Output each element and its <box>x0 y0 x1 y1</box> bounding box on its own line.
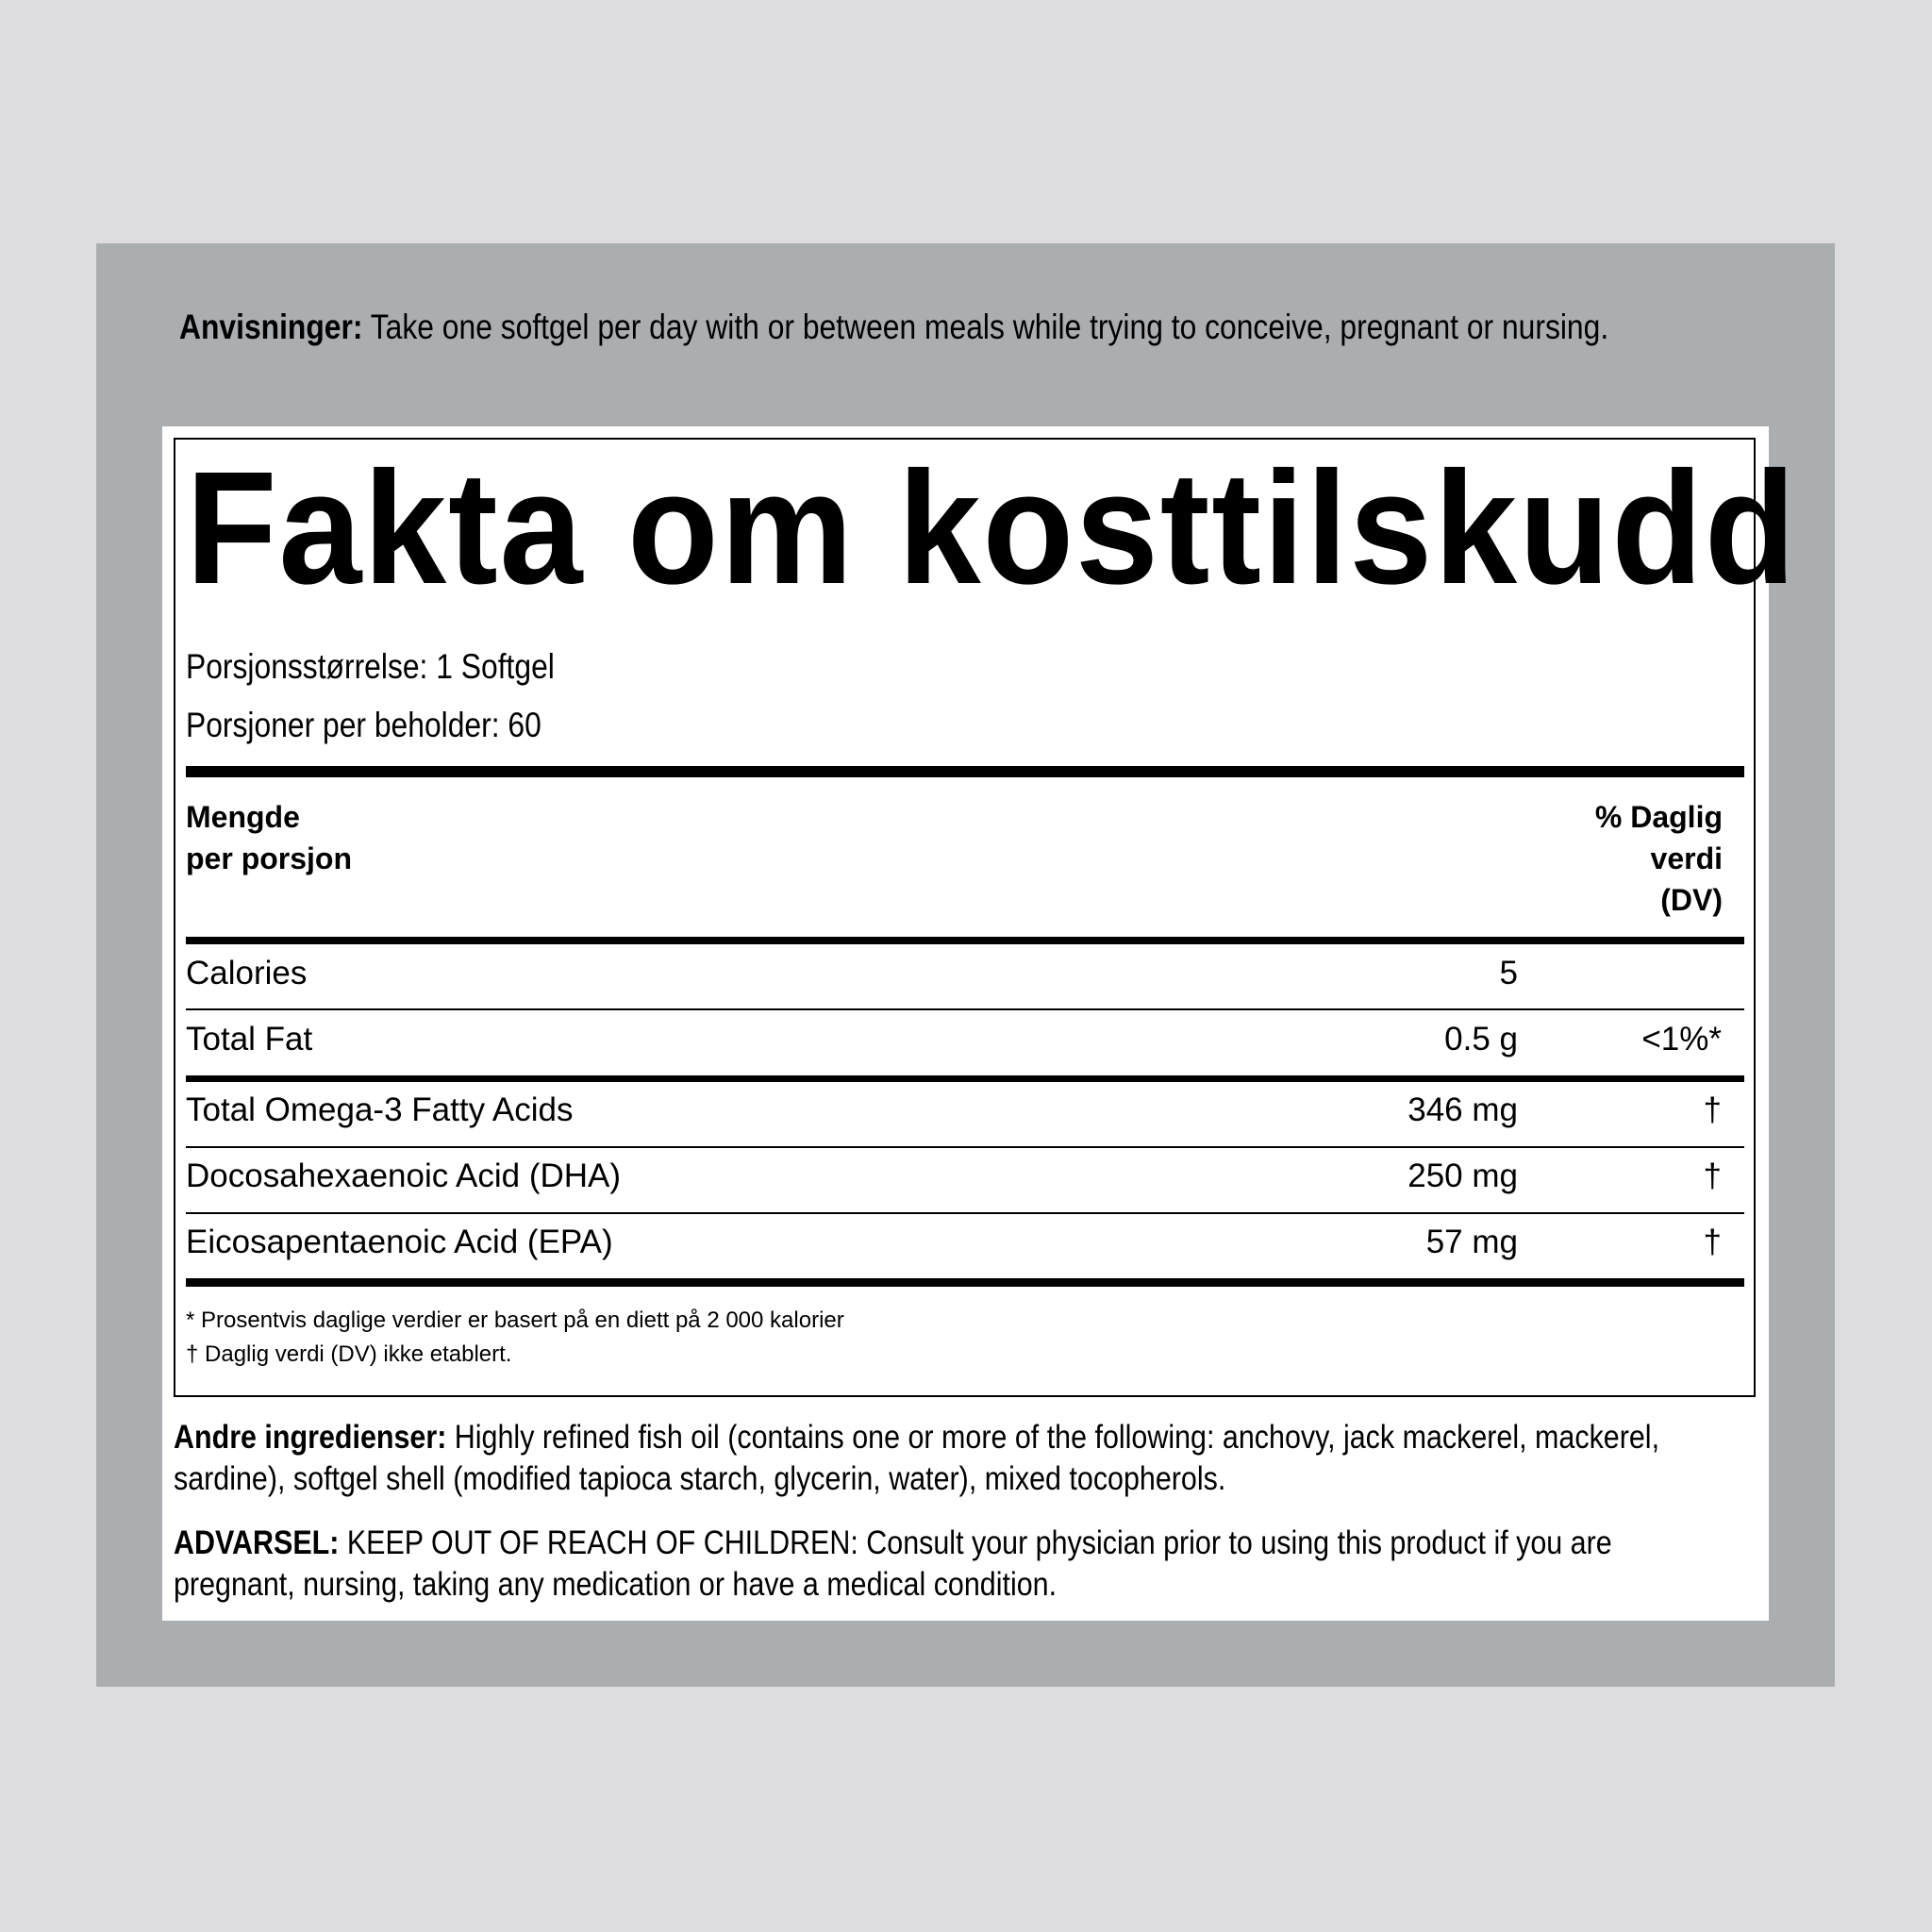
table-row <box>186 953 1744 994</box>
amount-per-serving-header <box>186 796 563 879</box>
nutrient-name: Eicosapentaenoic Acid (EPA) <box>186 1224 613 1260</box>
daily-value-header <box>1440 796 1723 921</box>
nutrient-amount: 250 mg <box>1407 1158 1518 1194</box>
header-left-line2: per porsjon <box>186 841 353 875</box>
servings-per-container: Porsjoner per beholder: 60 <box>186 706 541 744</box>
directions-label: Anvisninger: <box>179 308 363 346</box>
serving-size: Porsjonsstørrelse: 1 Softgel <box>186 647 555 686</box>
nutrient-amount: 57 mg <box>1425 1224 1518 1260</box>
directions-text <box>179 304 1689 351</box>
row-divider <box>186 1146 1744 1148</box>
footnote-daily-values: * Prosentvis daglige verdier er basert på en diett på 2 000 kalorier <box>186 1307 844 1333</box>
other-ingredients-text: Highly refined fish oil (contains one or more of the following: anchovy, jack mackerel, mackerel, sardine), softgel shell (modified tapioca starch, glycerin, water), mixed tocopherols. <box>174 1419 1660 1497</box>
nutrient-name: Calories <box>186 955 308 991</box>
header-right-line2: verdi <box>1650 841 1723 875</box>
row-divider <box>186 1212 1744 1214</box>
thick-divider-top <box>186 766 1744 777</box>
header-right-line3: (DV) <box>1660 883 1723 917</box>
row-divider <box>186 1008 1744 1010</box>
warning-label: ADVARSEL: <box>174 1524 340 1561</box>
thick-divider-bottom <box>186 1278 1744 1287</box>
header-right-line1: % Daglig <box>1594 800 1723 834</box>
warning-text: KEEP OUT OF REACH OF CHILDREN: Consult your physician prior to using this product if you are pregnant, nursing, taking any medication or have a medical condition. <box>174 1524 1612 1603</box>
header-divider <box>186 937 1744 944</box>
header-left-line1: Mengde <box>186 800 300 834</box>
facts-title: Fakta om kosttilskudd <box>186 439 1798 618</box>
nutrient-name: Docosahexaenoic Acid (DHA) <box>186 1158 622 1194</box>
warning <box>174 1523 1733 1606</box>
thick-row-divider <box>186 1075 1744 1082</box>
table-row <box>186 1019 1744 1060</box>
nutrient-amount: 346 mg <box>1407 1091 1518 1128</box>
nutrient-dv: † <box>1703 1091 1722 1128</box>
footnote-dagger: † Daglig verdi (DV) ikke etablert. <box>186 1341 512 1367</box>
nutrient-dv: † <box>1703 1158 1722 1194</box>
directions-body: Take one softgel per day with or between meals while trying to conceive, pregnant or nursing. <box>362 308 1609 346</box>
nutrient-amount: 5 <box>1499 955 1518 991</box>
table-row <box>186 1090 1744 1131</box>
nutrient-amount: 0.5 g <box>1444 1021 1518 1058</box>
nutrient-name: Total Fat <box>186 1021 313 1058</box>
other-ingredients-label: Andre ingredienser: <box>174 1419 447 1456</box>
nutrient-dv: † <box>1703 1224 1722 1260</box>
other-ingredients <box>174 1417 1733 1500</box>
table-row <box>186 1156 1744 1197</box>
nutrient-name: Total Omega-3 Fatty Acids <box>186 1091 574 1128</box>
table-row <box>186 1222 1744 1263</box>
nutrient-dv: <1%* <box>1641 1021 1722 1058</box>
